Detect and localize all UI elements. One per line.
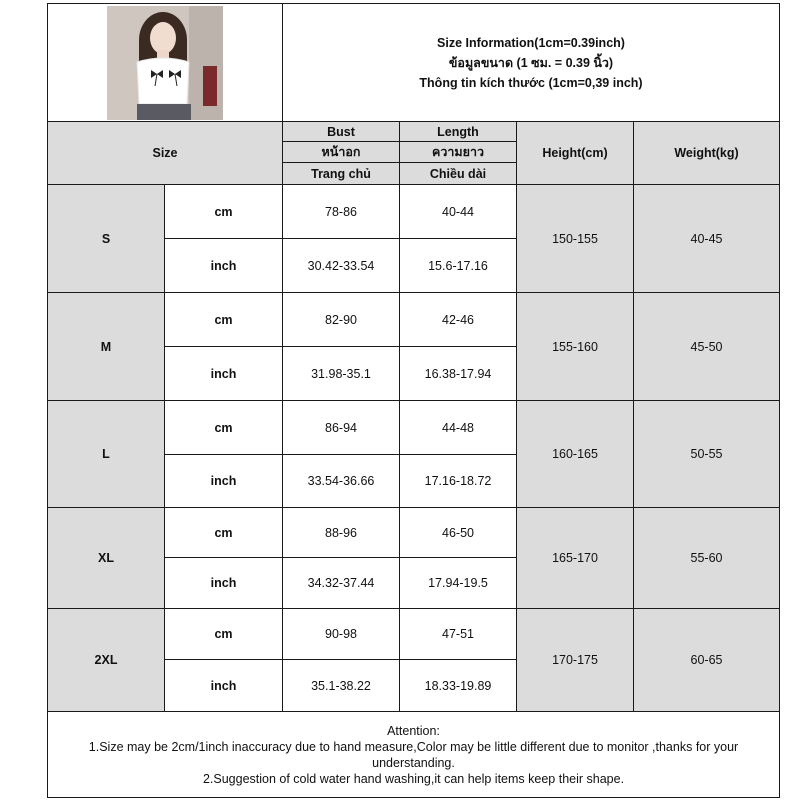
bust-cm-value: 86-94 [283, 401, 400, 455]
note-measurement: 1.Size may be 2cm/1inch inaccuracy due to hand measure,Color may be little different due to monitor ,thanks for your understanding. [88, 739, 739, 770]
size-column-header: Size [48, 122, 283, 185]
bust-cm-value: 78-86 [283, 185, 400, 239]
size-label: XL [48, 508, 165, 609]
size-label: L [48, 401, 165, 508]
length-cm-value: 47-51 [400, 609, 517, 660]
header-english: Size Information(1cm=0.39inch) [437, 35, 625, 50]
bust-inch-value: 30.42-33.54 [283, 239, 400, 293]
bust-header-en: Bust [283, 122, 400, 142]
unit-cm: cm [165, 609, 283, 660]
bust-header-vi: Trang chủ [283, 163, 400, 185]
attention-title: Attention: [387, 723, 440, 738]
unit-cm: cm [165, 293, 283, 347]
bust-cm-value: 88-96 [283, 508, 400, 558]
length-inch-value: 17.16-18.72 [400, 455, 517, 508]
height-value: 165-170 [517, 508, 634, 609]
unit-cm: cm [165, 508, 283, 558]
weight-value: 60-65 [634, 609, 780, 712]
size-label: M [48, 293, 165, 401]
weight-value: 55-60 [634, 508, 780, 609]
length-cm-value: 42-46 [400, 293, 517, 347]
size-information-header [283, 4, 780, 122]
bust-inch-value: 33.54-36.66 [283, 455, 400, 508]
note-washing: 2.Suggestion of cold water hand washing,it can help items keep their shape. [202, 771, 625, 786]
size-chart [47, 3, 779, 799]
header-vietnamese: Thông tin kích thước (1cm=0,39 inch) [419, 75, 643, 90]
weight-value: 50-55 [634, 401, 780, 508]
length-cm-value: 40-44 [400, 185, 517, 239]
attention-notes [48, 712, 780, 798]
bust-inch-value: 31.98-35.1 [283, 347, 400, 401]
height-value: 150-155 [517, 185, 634, 293]
bust-cm-value: 90-98 [283, 609, 400, 660]
length-header-en: Length [400, 122, 517, 142]
length-header-vi: Chiều dài [400, 163, 517, 185]
product-photo-cell [48, 4, 283, 122]
unit-inch: inch [165, 347, 283, 401]
weight-value: 40-45 [634, 185, 780, 293]
unit-cm: cm [165, 401, 283, 455]
height-header: Height(cm) [517, 122, 634, 185]
length-cm-value: 46-50 [400, 508, 517, 558]
unit-inch: inch [165, 660, 283, 712]
length-inch-value: 18.33-19.89 [400, 660, 517, 712]
weight-header: Weight(kg) [634, 122, 780, 185]
unit-inch: inch [165, 558, 283, 609]
size-label: 2XL [48, 609, 165, 712]
length-inch-value: 17.94-19.5 [400, 558, 517, 609]
length-header-th: ความยาว [400, 142, 517, 163]
bust-inch-value: 35.1-38.22 [283, 660, 400, 712]
height-value: 170-175 [517, 609, 634, 712]
length-inch-value: 15.6-17.16 [400, 239, 517, 293]
unit-inch: inch [165, 239, 283, 293]
unit-inch: inch [165, 455, 283, 508]
model-wearing-top-image [107, 6, 223, 120]
unit-cm: cm [165, 185, 283, 239]
height-value: 160-165 [517, 401, 634, 508]
product-photo [107, 6, 223, 120]
weight-value: 45-50 [634, 293, 780, 401]
length-inch-value: 16.38-17.94 [400, 347, 517, 401]
header-thai: ข้อมูลขนาด (1 ซม. = 0.39 นิ้ว) [448, 55, 614, 70]
bust-cm-value: 82-90 [283, 293, 400, 347]
size-label: S [48, 185, 165, 293]
bust-header-th: หน้าอก [283, 142, 400, 163]
height-value: 155-160 [517, 293, 634, 401]
size-table [47, 3, 780, 798]
bust-inch-value: 34.32-37.44 [283, 558, 400, 609]
length-cm-value: 44-48 [400, 401, 517, 455]
